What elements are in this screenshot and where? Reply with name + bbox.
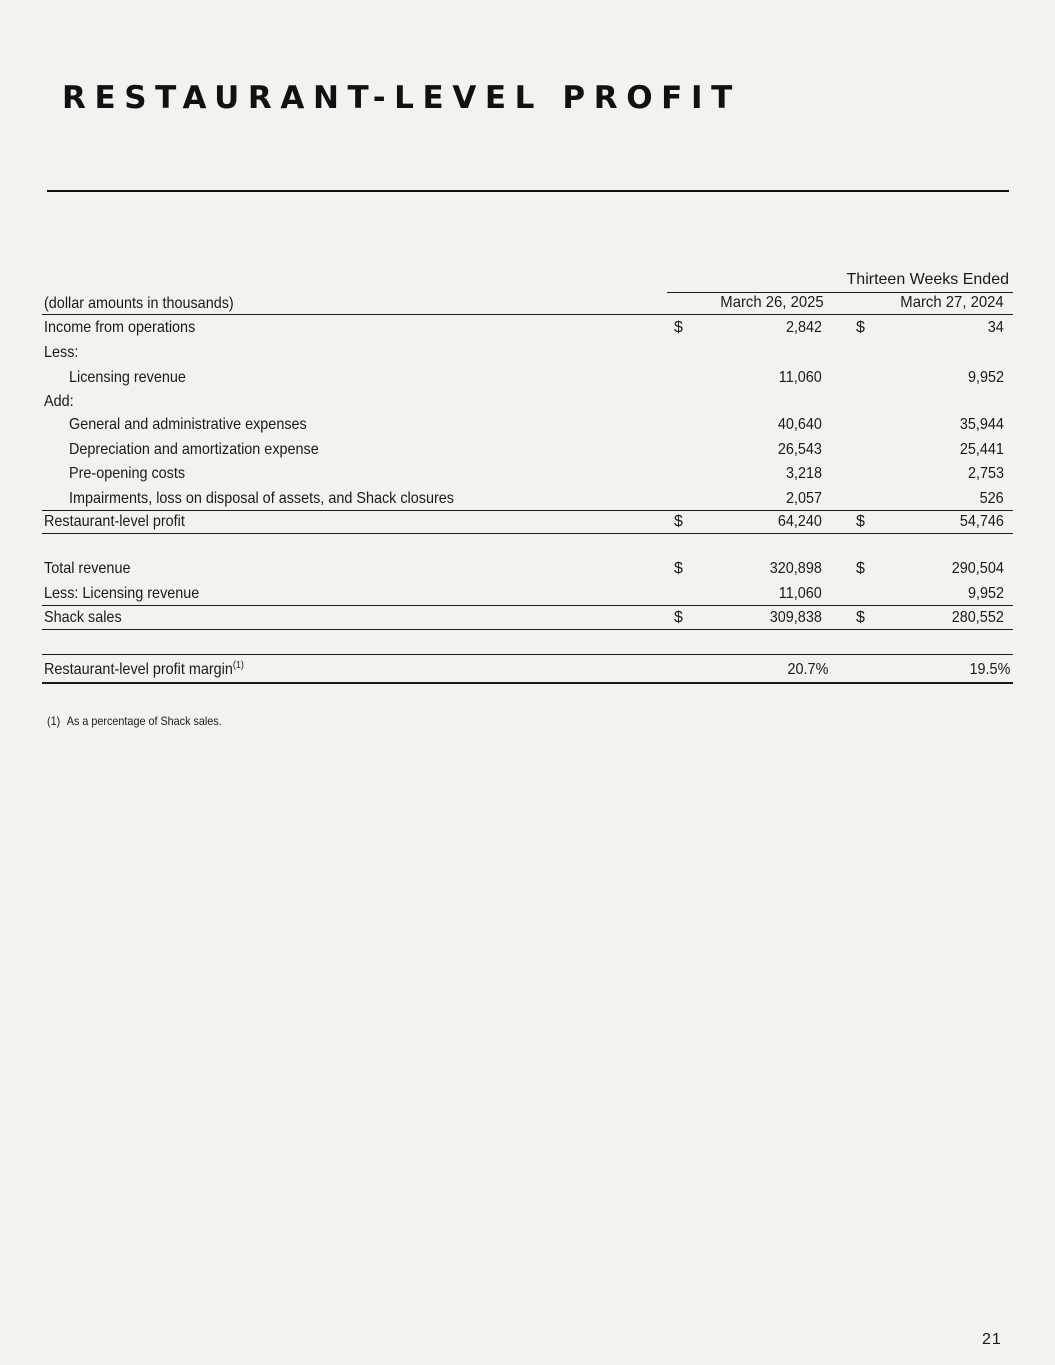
table-row xyxy=(42,512,1013,532)
row-label: Licensing revenue xyxy=(69,369,186,386)
table-row xyxy=(42,489,1013,509)
value-2024: 280,552 xyxy=(951,609,1004,626)
value-2024: 35,944 xyxy=(959,416,1004,433)
row-label: Income from operations xyxy=(44,319,196,336)
currency-symbol: $ xyxy=(856,560,865,577)
currency-symbol: $ xyxy=(674,319,683,336)
value-2025: 64,240 xyxy=(777,513,822,530)
value-2024: 290,504 xyxy=(951,560,1004,577)
table-row xyxy=(42,392,1013,412)
currency-symbol: $ xyxy=(674,609,683,626)
page-title: RESTAURANT-LEVEL PROFIT xyxy=(62,80,741,116)
row-label: Depreciation and amortization expense xyxy=(69,441,319,458)
row-label: Shack sales xyxy=(44,609,122,626)
value-2025: 20.7% xyxy=(787,661,828,678)
value-2025: 309,838 xyxy=(769,609,822,626)
final-rule xyxy=(42,682,1013,684)
row-label: Add: xyxy=(44,393,74,410)
footnote xyxy=(47,714,222,728)
table-row xyxy=(42,440,1013,460)
value-2025: 2,057 xyxy=(785,490,822,507)
subtotal-rule xyxy=(42,605,1013,606)
table-row xyxy=(42,464,1013,484)
footnote-text: As a percentage of Shack sales. xyxy=(66,714,222,728)
currency-symbol: $ xyxy=(856,319,865,336)
currency-symbol: $ xyxy=(674,513,683,530)
currency-symbol: $ xyxy=(856,609,865,626)
footnote-marker: (1) xyxy=(47,714,61,728)
margin-label-text: Restaurant-level profit margin xyxy=(44,661,233,678)
value-2024: 9,952 xyxy=(967,369,1004,386)
row-label: Less: Licensing revenue xyxy=(44,585,200,602)
table-row xyxy=(42,559,1013,579)
header-rule xyxy=(42,314,1013,315)
value-2024: 34 xyxy=(987,319,1004,336)
units-label: (dollar amounts in thousands) xyxy=(44,295,234,312)
column-header-2025: March 26, 2025 xyxy=(720,294,824,311)
value-2025: 11,060 xyxy=(779,585,822,602)
value-2024: 2,753 xyxy=(967,465,1004,482)
value-2025: 2,842 xyxy=(785,319,822,336)
value-2025: 11,060 xyxy=(779,369,822,386)
table-row xyxy=(42,415,1013,435)
value-2024: 25,441 xyxy=(959,441,1004,458)
currency-symbol: $ xyxy=(674,560,683,577)
total-rule xyxy=(42,533,1013,534)
row-label xyxy=(44,660,244,680)
title-divider xyxy=(47,190,1009,192)
table-row xyxy=(42,608,1013,628)
row-label: General and administrative expenses xyxy=(69,416,307,433)
value-2025: 40,640 xyxy=(777,416,822,433)
value-2025: 3,218 xyxy=(785,465,822,482)
row-label: Total revenue xyxy=(44,560,131,577)
page-number: 21 xyxy=(982,1331,1002,1348)
row-label: Impairments, loss on disposal of assets, and Shack closures xyxy=(69,490,454,507)
currency-symbol: $ xyxy=(856,513,865,530)
value-2024: 9,952 xyxy=(967,585,1004,602)
subtotal-rule xyxy=(42,510,1013,511)
period-header: Thirteen Weeks Ended xyxy=(846,271,1009,288)
table-row xyxy=(42,343,1013,363)
column-header-2024: March 27, 2024 xyxy=(900,294,1004,311)
total-rule xyxy=(42,629,1013,630)
table-row xyxy=(42,318,1013,338)
row-label: Pre-opening costs xyxy=(69,465,186,482)
value-2025: 320,898 xyxy=(769,560,822,577)
table-row xyxy=(42,368,1013,388)
table-row xyxy=(42,584,1013,604)
value-2024: 54,746 xyxy=(959,513,1004,530)
value-2025: 26,543 xyxy=(777,441,822,458)
row-label: Less: xyxy=(44,344,79,361)
footnote-reference: (1) xyxy=(232,660,244,671)
margin-top-rule xyxy=(42,654,1013,655)
value-2024: 526 xyxy=(979,490,1004,507)
value-2024: 19.5% xyxy=(969,661,1010,678)
row-label: Restaurant-level profit xyxy=(44,513,185,530)
table-row xyxy=(42,660,1013,680)
